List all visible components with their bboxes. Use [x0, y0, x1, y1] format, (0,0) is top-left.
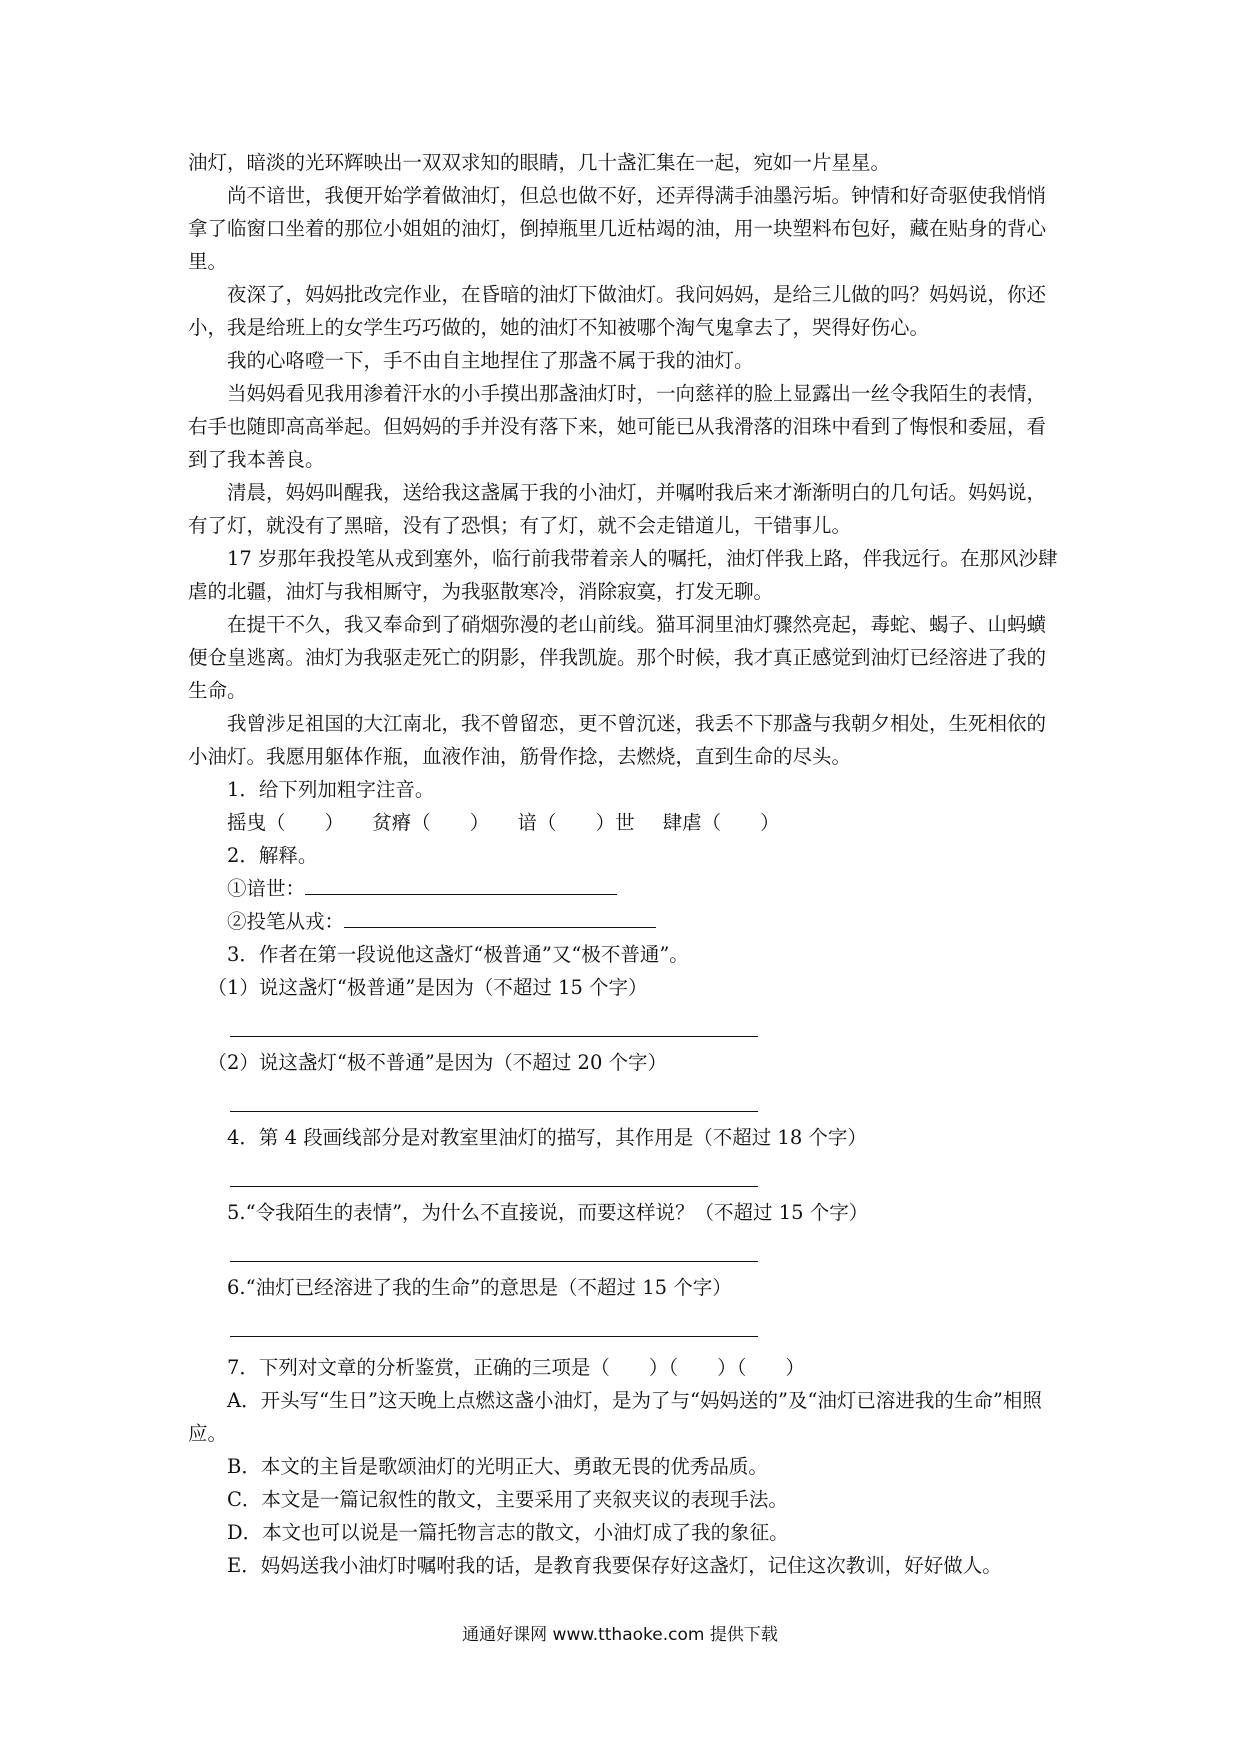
question-3-2: （2）说这盏灯“极不普通”是因为（不超过 20 个字） [207, 1051, 668, 1074]
paragraph: 清晨，妈妈叫醒我，送给我这盏属于我的小油灯，并嘱咐我后来才渐渐明白的几句话。妈妈说，有了灯，就没有了黑暗，没有了恐惧；有了灯，就不会走错道儿，干错事儿。 [188, 481, 1047, 537]
paragraph: 夜深了，妈妈批改完作业，在昏暗的油灯下做油灯。我问妈妈，是给三儿做的吗？妈妈说，你还小，我是给班上的女学生巧巧做的，她的油灯不知被哪个淘气鬼拿去了，哭得好伤心。 [188, 283, 1047, 339]
phonetic-item[interactable]: 贫瘠（ ） [372, 811, 490, 834]
answer-line[interactable] [230, 1004, 758, 1037]
phonetic-item[interactable]: 摇曳（ ） [227, 811, 345, 834]
answer-line[interactable] [230, 1304, 758, 1337]
question-3: 3．作者在第一段说他这盏灯“极普通”又“极不普通”。 [227, 943, 689, 966]
option-d: D．本文也可以说是一篇托物言志的散文，小油灯成了我的象征。 [227, 1521, 789, 1544]
question-4: 4．第 4 段画线部分是对教室里油灯的描写，其作用是（不超过 18 个字） [227, 1126, 867, 1149]
phonetic-item[interactable]: 谙（ ）世 [517, 811, 635, 834]
paragraph: 当妈妈看见我用渗着汗水的小手摸出那盏油灯时，一向慈祥的脸上显露出一丝令我陌生的表情，右手也随即高高举起。但妈妈的手并没有落下来，她可能已从我滑落的泪珠中看到了悔恨和委屈，看到了我本善良。 [188, 382, 1047, 471]
question-1: 1．给下列加粗字注音。 [227, 778, 435, 801]
page-footer: 通通好课网 www.tthaoke.com 提供下载 [462, 1625, 778, 1645]
question-2b-label: ②投笔从戎： [227, 910, 345, 933]
question-7: 7．下列对文章的分析鉴赏，正确的三项是（ ）（ ）（ ） [227, 1356, 805, 1379]
paragraph: 在提干不久，我又奉命到了硝烟弥漫的老山前线。猫耳洞里油灯骤然亮起，毒蛇、蝎子、山蚂蟥便仓皇逃离。油灯为我驱走死亡的阴影，伴我凯旋。那个时候，我才真正感觉到油灯已经溶进了我的生命。 [188, 613, 1047, 702]
option-c: C．本文是一篇记叙性的散文，主要采用了夹叙夹议的表现手法。 [227, 1488, 788, 1511]
answer-line[interactable] [230, 1154, 758, 1187]
question-1-items [188, 806, 1058, 839]
phonetic-item[interactable]: 肆虐（ ） [662, 811, 780, 834]
answer-line[interactable] [305, 893, 617, 895]
question-6: 6.“油灯已经溶进了我的生命”的意思是（不超过 15 个字） [227, 1276, 732, 1299]
paragraph: 我曾涉足祖国的大江南北，我不曾留恋，更不曾沉迷，我丢不下那盏与我朝夕相处，生死相依的小油灯。我愿用躯体作瓶，血液作油，筋骨作捻，去燃烧，直到生命的尽头。 [188, 712, 1047, 768]
paragraph: 油灯，暗淡的光环辉映出一双双求知的眼睛，几十盏汇集在一起，宛如一片星星。 [188, 151, 891, 174]
question-2b [188, 905, 1058, 938]
option-b: B．本文的主旨是歌颂油灯的光明正大、勇敢无畏的优秀品质。 [227, 1455, 768, 1478]
document-body [188, 146, 1058, 1582]
option-a: A．开头写“生日”这天晚上点燃这盏小油灯，是为了与“妈妈送的”及“油灯已溶进我的生命”相照应。 [188, 1389, 1042, 1445]
question-2a [188, 872, 1058, 905]
option-e: E．妈妈送我小油灯时嘱咐我的话，是教育我要保存好这盏灯，记住这次教训，好好做人。 [227, 1554, 1002, 1577]
answer-line[interactable] [344, 926, 656, 928]
answer-line[interactable] [230, 1229, 758, 1262]
question-2a-label: ①谙世： [227, 877, 306, 900]
answer-line[interactable] [230, 1079, 758, 1112]
question-5: 5.“令我陌生的表情”，为什么不直接说，而要这样说？（不超过 15 个字） [227, 1201, 869, 1224]
question-3-1: （1）说这盏灯“极普通”是因为（不超过 15 个字） [207, 976, 648, 999]
paragraph: 17 岁那年我投笔从戎到塞外，临行前我带着亲人的嘱托，油灯伴我上路，伴我远行。在那风沙肆虐的北疆，油灯与我相厮守，为我驱散寒冷，消除寂寞，打发无聊。 [188, 547, 1058, 603]
paragraph: 尚不谙世，我便开始学着做油灯，但总也做不好，还弄得满手油墨污垢。钟情和好奇驱使我悄悄拿了临窗口坐着的那位小姐姐的油灯，倒掉瓶里几近枯竭的油，用一块塑料布包好，藏在贴身的背心里。 [188, 184, 1047, 273]
paragraph: 我的心咯噔一下，手不由自主地捏住了那盏不属于我的油灯。 [227, 349, 754, 372]
question-2: 2．解释。 [227, 844, 318, 867]
